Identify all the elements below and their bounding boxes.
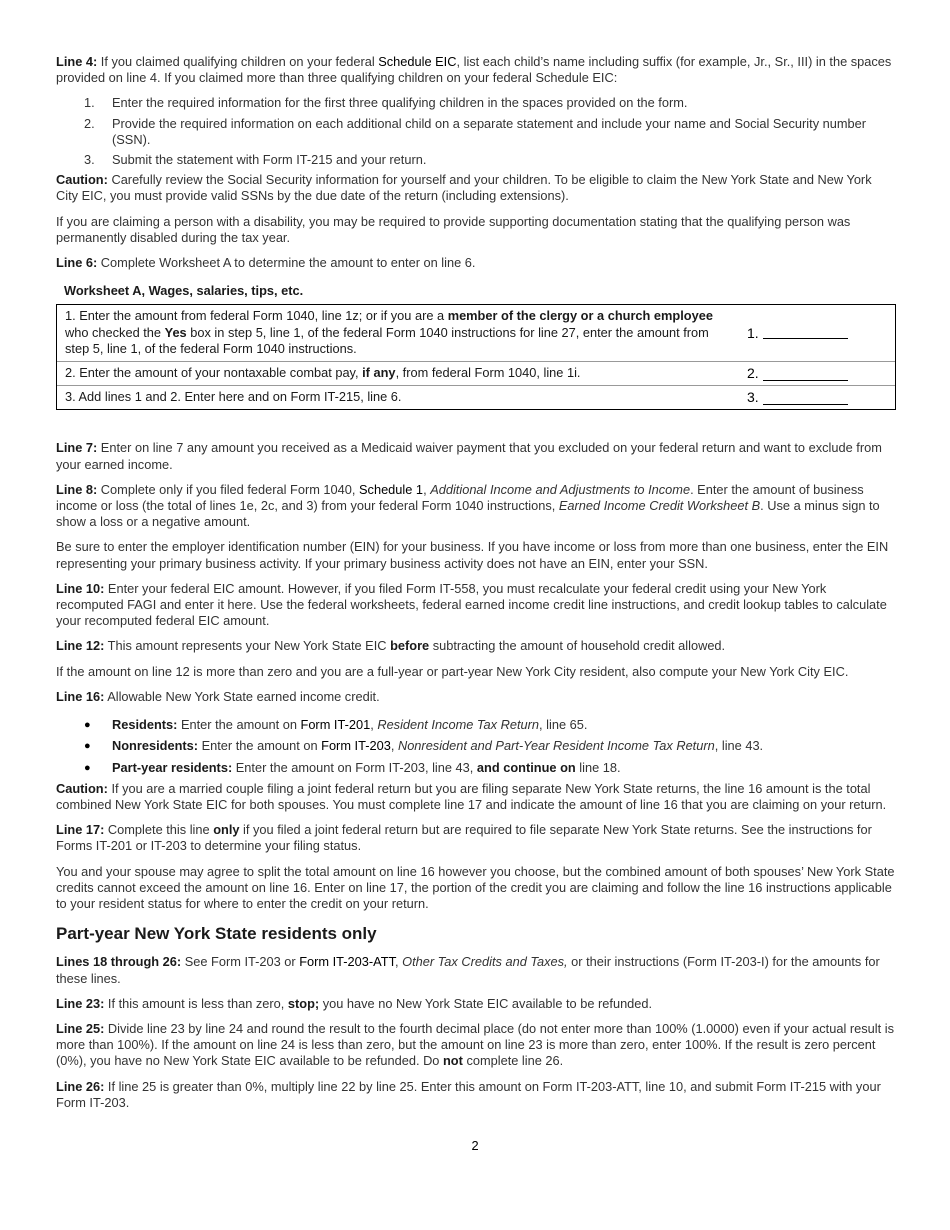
form-it-203-att-link[interactable]: Form IT-203-ATT xyxy=(299,954,395,970)
line7-label: Line 7: xyxy=(56,440,98,456)
line12-paragraph: Line 12: This amount represents your New York State EIC before subtracting the amount of household credit allowed. xyxy=(56,638,726,654)
list-item: ● Nonresidents: Enter the amount on Form IT-203, Nonresident and Part-Year Resident Income Tax Return, line 43. xyxy=(56,738,896,754)
step-text: Provide the required information on each additional child on a separate statement and include your name and Social Security number (SSN). xyxy=(112,115,867,147)
nyc-paragraph: If the amount on line 12 is more than zero and you are a full-year or part-year New York City resident, also compute your New York City EIC. xyxy=(56,663,849,679)
step-number: 3. xyxy=(84,152,95,168)
caution-text: If you are a married couple filing a joint federal return but you are filing separate New York State returns, the line 16 amount is the total combined New York State EIC for both spouses. You must complete line 17 and indicate the amount of line 16 that you are claiming on your return. xyxy=(56,780,887,812)
line16-paragraph xyxy=(56,689,896,705)
schedule-eic-link[interactable]: Schedule EIC xyxy=(378,54,457,69)
line23-paragraph: Line 23: If this amount is less than zero, stop; you have no New York State EIC available to be refunded. xyxy=(56,995,653,1011)
line6-text: Complete Worksheet A to determine the amount to enter on line 6. xyxy=(97,255,476,271)
step-text: Submit the statement with Form IT-215 and your return. xyxy=(112,152,427,168)
line25-paragraph: Line 25: Divide line 23 by line 24 and round the result to the fourth decimal place (do not enter more than 100% (1.0000) even if your actual result is more than 100%). If the amount on line 24 is less than zero, but the amount on line 23 is more than zero, enter 100%. If the result is zero percent (0%), you have no New York State EIC available to be refunded. Do not complete line 26. xyxy=(56,1020,894,1069)
worksheet-row-text: 1. Enter the amount from federal Form 1040, line 1z; or if you are a member of the clergy or a church employee who checked the Yes box in step 5, line 1, of the federal Form 1040 instructions for line 27, enter the amount from step 5, line 1, of the federal Form 1040 instructions. xyxy=(65,308,713,356)
line26-paragraph xyxy=(56,1079,896,1111)
worksheet-row-1 xyxy=(57,305,895,361)
worksheet-row-text: 2. Enter the amount of your nontaxable combat pay, if any, from federal Form 1040, line 1i. xyxy=(65,365,581,381)
line25-label: Line 25: xyxy=(56,1020,105,1036)
schedule-1-link[interactable]: Schedule 1 xyxy=(359,481,424,497)
line4-steps xyxy=(56,95,896,168)
line4-label: Line 4: xyxy=(56,54,98,69)
line16-bullets xyxy=(56,717,896,776)
bullet-icon: ● xyxy=(84,719,91,732)
line7-text: Enter on line 7 any amount you received as a Medicaid waiver payment that you excluded on your federal return and want to exclude from your earned income. xyxy=(56,440,882,472)
bullet-icon: ● xyxy=(84,740,91,753)
line6-paragraph xyxy=(56,255,896,271)
instructions-page xyxy=(56,54,896,1120)
line17-paragraph: Line 17: Complete this line only if you filed a joint federal return but are required to file separate New York State returns. See the instructions for Forms IT-201 or IT-203 to determine your filing status. xyxy=(56,822,872,854)
lines18-label: Lines 18 through 26: xyxy=(56,954,182,970)
line4-paragraph xyxy=(56,54,896,86)
list-item: ● Part-year residents: Enter the amount on Form IT-203, line 43, and continue on line 18. xyxy=(56,760,896,776)
caution-joint xyxy=(56,781,896,813)
caution-ssn xyxy=(56,172,896,204)
line10-text: Enter your federal EIC amount. However, if you filed Form IT-558, you must recalculate your federal credit using your New York recomputed FAGI and enter it here. Use the federal worksheets, federal earned income credit line instructions, and credit lookup tables to calculate your recomputed federal EIC amount. xyxy=(56,580,887,629)
section-heading: Part-year New York State residents only xyxy=(56,924,377,944)
page-number: 2 xyxy=(471,1138,479,1153)
caution-label: Caution: xyxy=(56,172,108,188)
step-item xyxy=(56,152,896,168)
line26-label: Line 26: xyxy=(56,1078,105,1094)
line17-label: Line 17: xyxy=(56,822,105,838)
worksheet-entry-2[interactable]: 2. xyxy=(715,365,887,381)
bullet-icon: ● xyxy=(84,761,91,774)
worksheet-row-2 xyxy=(57,361,895,385)
form-it-203-link[interactable]: Form IT-203 xyxy=(321,738,391,754)
line12-label: Line 12: xyxy=(56,638,105,654)
spouse-paragraph: You and your spouse may agree to split the total amount on line 16 however you choose, but the combined amount of both spouses’ New York State credits cannot exceed the amount on line 16. Enter on line 17, the portion of the credit you are claiming and follow the line 16 instructions applicable to your resident status for where to enter the credit on your return. xyxy=(56,863,895,911)
worksheet-entry-1[interactable]: 1. xyxy=(715,308,887,357)
line16-text: Allowable New York State earned income credit. xyxy=(104,688,380,704)
line23-label: Line 23: xyxy=(56,995,105,1011)
line6-label: Line 6: xyxy=(56,255,98,271)
worksheet-entry-3[interactable]: 3. xyxy=(715,389,887,405)
line7-paragraph xyxy=(56,440,896,472)
form-it-201-link[interactable]: Form IT-201 xyxy=(300,717,371,733)
line8-label: Line 8: xyxy=(56,481,98,497)
lines18-26-paragraph: Lines 18 through 26: See Form IT-203 or Form IT-203-ATT, Other Tax Credits and Taxes, or their instructions (Form IT-203-I) for the amounts for these lines. xyxy=(56,954,880,986)
line10-label: Line 10: xyxy=(56,580,105,596)
line26-text: If line 25 is greater than 0%, multiply line 22 by line 25. Enter this amount on Form IT-203-ATT, line 10, and submit Form IT-215 with your Form IT-203. xyxy=(56,1078,881,1110)
caution-label: Caution: xyxy=(56,780,108,796)
worksheet-title: Worksheet A, Wages, salaries, tips, etc. xyxy=(64,283,304,299)
line16-label: Line 16: xyxy=(56,688,105,704)
worksheet-a-table xyxy=(56,304,896,410)
line10-paragraph xyxy=(56,581,896,630)
worksheet-row-text: 3. Add lines 1 and 2. Enter here and on Form IT-215, line 6. xyxy=(65,389,402,405)
line4-text-2: , list each child’s name including suffix (for example, Jr., Sr., III) in the spaces provided on line 4. If you claimed more than three qualifying children on your federal Schedule EIC: xyxy=(56,54,892,86)
worksheet-row-3 xyxy=(57,385,895,409)
step-item xyxy=(56,95,896,111)
ein-paragraph: Be sure to enter the employer identification number (EIN) for your business. If you have income or loss from more than one business, enter the EIN representing your primary business activity. If your primary business activity does not have an EIN, enter your SSN. xyxy=(56,539,889,571)
line8-paragraph: Line 8: Complete only if you filed federal Form 1040, Schedule 1, Additional Income and Adjustments to Income. Enter the amount of business income or loss (the total of lines 1e, 2c, and 3) from your federal Form 1040 instructions, Earned Income Credit Worksheet B. Use a minus sign to show a loss or a negative amount. xyxy=(56,481,880,530)
caution-text: Carefully review the Social Security information for yourself and your children. To be eligible to claim the New York State and New York City EIC, you must provide valid SSNs by the due date of the return (including extensions). xyxy=(56,172,872,204)
step-number: 2. xyxy=(84,115,95,131)
disability-paragraph: If you are claiming a person with a disability, you may be required to provide supporting documentation stating that the qualifying person was permanently disabled during the tax year. xyxy=(56,213,851,245)
step-text: Enter the required information for the first three qualifying children in the spaces provided on the form. xyxy=(112,95,688,111)
step-number: 1. xyxy=(84,95,95,111)
step-item xyxy=(56,116,896,148)
list-item: ● Residents: Enter the amount on Form IT-201, Resident Income Tax Return, line 65. xyxy=(56,717,896,733)
line4-text: If you claimed qualifying children on your federal xyxy=(97,54,379,69)
